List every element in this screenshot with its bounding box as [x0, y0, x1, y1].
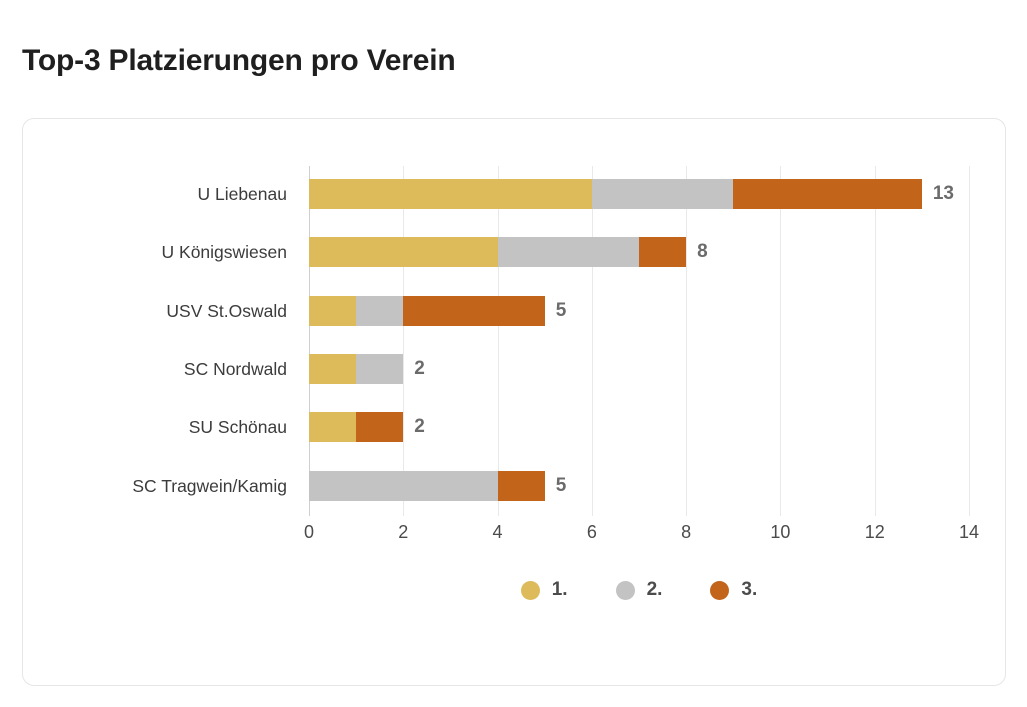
bar-segment-2[interactable] [309, 471, 498, 501]
bar-segment-1[interactable] [309, 412, 356, 442]
x-axis-tick-label: 12 [864, 522, 885, 542]
bar-segment-3[interactable] [639, 237, 686, 267]
bar-total-label: 2 [414, 358, 425, 379]
category-label: SC Tragwein/Kamig [132, 475, 287, 496]
chart-row [197, 166, 969, 222]
legend-color-dot [710, 581, 729, 600]
chart-row [183, 341, 969, 397]
bar-total-label: 5 [555, 299, 567, 321]
chart-row [161, 224, 969, 280]
legend-label: 2. [646, 579, 663, 600]
x-axis-tick-label: 0 [303, 522, 315, 542]
legend-color-dot [521, 581, 540, 600]
bar-total-label: 5 [555, 474, 567, 496]
x-axis-tick-label: 14 [958, 522, 980, 542]
legend-label: 3. [741, 579, 758, 600]
category-label: SC Nordwald [183, 359, 287, 379]
stacked-bar[interactable] [309, 179, 922, 209]
bar-segment-3[interactable] [403, 296, 544, 326]
category-label: U Königswiesen [161, 242, 287, 263]
stacked-bar[interactable] [309, 296, 545, 326]
bar-total-label: 13 [932, 183, 954, 204]
chart-row [132, 458, 969, 514]
bar-segment-3[interactable] [498, 471, 545, 501]
gridline [969, 166, 970, 516]
category-label: USV St.Oswald [166, 300, 287, 321]
bar-segment-1[interactable] [309, 179, 592, 209]
x-axis-tick-label: 4 [492, 522, 503, 542]
plot-area [132, 166, 980, 542]
bar-segment-2[interactable] [356, 296, 403, 326]
x-axis-tick-label: 2 [398, 522, 409, 542]
stacked-bar[interactable] [309, 471, 545, 501]
page-title: Top-3 Platzierungen pro Verein [22, 44, 456, 77]
legend-item[interactable] [616, 579, 663, 601]
chart-legend [309, 579, 969, 601]
legend-label: 1. [551, 579, 568, 600]
x-axis-tick-label: 10 [770, 522, 791, 542]
chart-row [188, 399, 969, 455]
bar-segment-1[interactable] [309, 296, 356, 326]
bar-segment-1[interactable] [309, 237, 498, 267]
bar-segment-2[interactable] [592, 179, 733, 209]
chart-row [166, 283, 969, 339]
legend-color-dot [616, 581, 635, 600]
stacked-bar[interactable] [309, 237, 686, 267]
bar-total-label: 2 [414, 416, 425, 438]
bar-total-label: 8 [697, 241, 708, 263]
bar-segment-3[interactable] [356, 412, 403, 442]
category-label: SU Schönau [188, 417, 287, 438]
bar-segment-1[interactable] [309, 354, 356, 384]
stacked-bar[interactable] [309, 354, 403, 384]
legend-item[interactable] [521, 579, 568, 601]
stacked-bar[interactable] [309, 412, 403, 442]
bar-segment-2[interactable] [498, 237, 639, 267]
bar-segment-3[interactable] [733, 179, 922, 209]
bar-segment-2[interactable] [356, 354, 403, 384]
x-axis-tick-label: 8 [681, 522, 692, 542]
x-axis-tick-label: 6 [586, 522, 597, 542]
legend-item[interactable] [710, 579, 757, 601]
category-label: U Liebenau [197, 184, 287, 204]
